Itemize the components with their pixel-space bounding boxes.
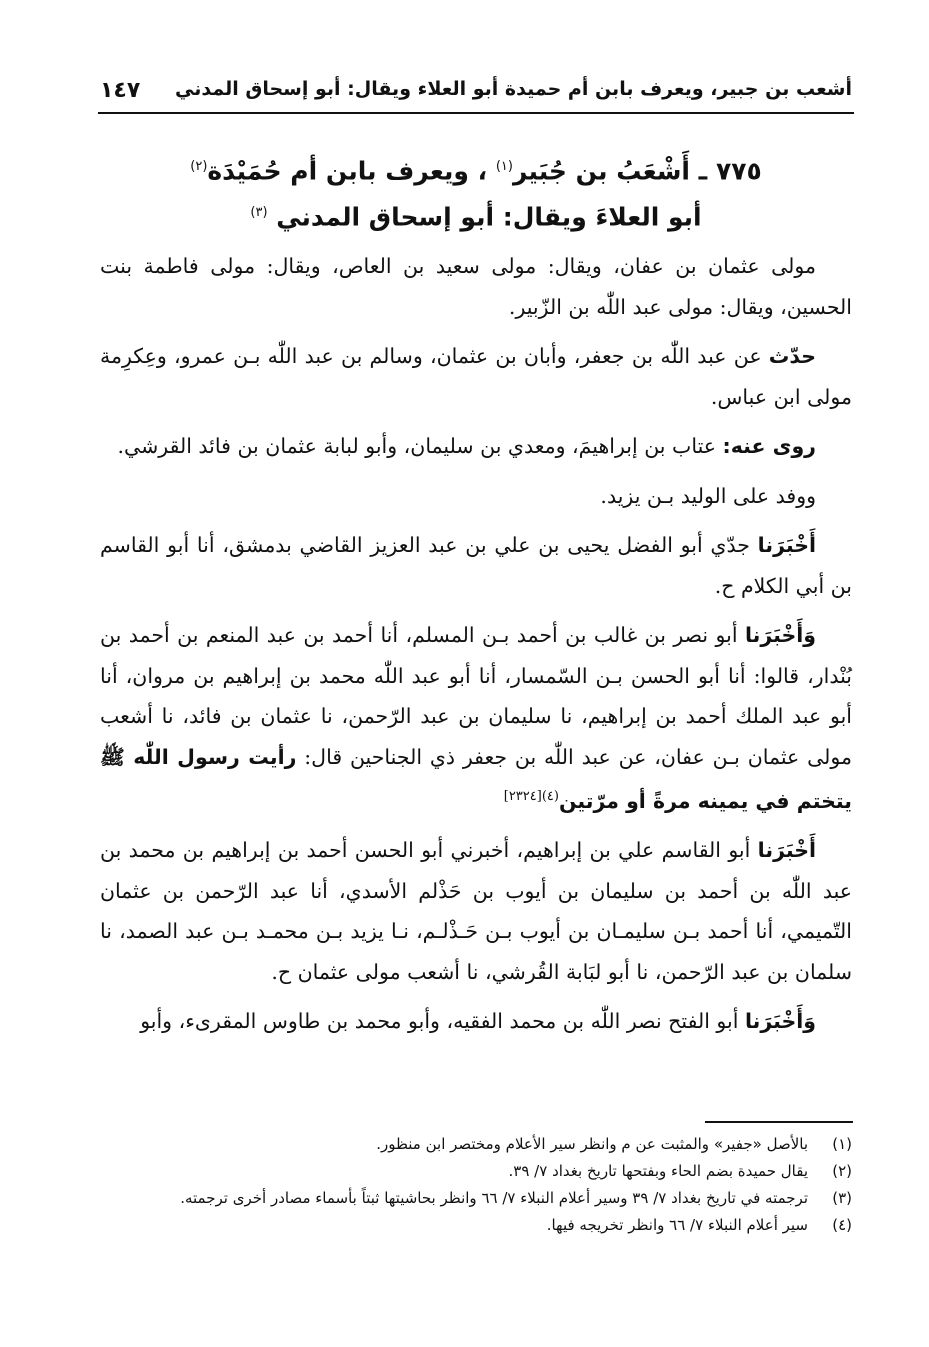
footnote-divider xyxy=(705,1121,853,1123)
paragraph-text: أبو القاسم علي بن إبراهيم، أخبرني أبو الحسن أحمد بن إبراهيم بن محمد بن عبد اللّٰه بن أحمد بن سليمان بن أيوب بن حَذْلم الأسدي، أنا عبد الرّحمن بن عثمان التّميمي، أنا أحمد بـن سليمـان بن أيوب بـن حَـذْلـم، نـا يزيد بـن محمـد بـن عبد الصمد، نا سلمان بن عبد الرّحمن، نا أبو لبَابة القُرشي، نا أشعب مولى عثمان ح. xyxy=(100,838,852,984)
entry-heading-line-2 xyxy=(100,192,852,238)
footnote-marker-3: (٣) xyxy=(250,205,268,221)
body-text xyxy=(100,246,852,1051)
paragraph-patronage xyxy=(100,246,852,327)
entry-heading xyxy=(100,146,852,239)
footnote-text: يقال حميدة بضم الحاء وبفتحها تاريخ بغداد ٧/ ٣٩. xyxy=(508,1162,808,1180)
hadith-text: رأيت رسول اللّٰه ﷺ يتختم في يمينه مرةً أو مرّتين xyxy=(100,744,852,813)
footnote xyxy=(100,1131,852,1158)
entry-name: ٧٧٥ ـ أَشْعَبُ بن جُبَير xyxy=(512,156,762,186)
hadith-reference: (٤)[٢٣٢٤] xyxy=(503,789,559,804)
paragraph-isnad-1 xyxy=(100,525,852,606)
paragraph-text: ووفد على الوليد بـن يزيد. xyxy=(600,483,816,508)
running-title: أشعب بن جبير، ويعرف بابن أم حميدة أبو العلاء ويقال: أبو إسحاق المدني xyxy=(175,78,852,100)
running-header xyxy=(100,78,852,108)
footnote-marker-1: (١) xyxy=(495,159,513,174)
keyword: روى عنه: xyxy=(722,434,816,458)
paragraph-narrated xyxy=(100,336,852,417)
footnote-number: (١) xyxy=(832,1135,852,1153)
footnote-number: (٢) xyxy=(832,1162,852,1180)
keyword: أَخْبَرَنا xyxy=(757,533,816,557)
entry-alias: ، ويعرف بابن أم حُمَيْدَة xyxy=(207,156,488,186)
footnote-number: (٤) xyxy=(832,1216,852,1234)
entry-kunya: أبو العلاءَ ويقال: أبو إسحاق المدني xyxy=(276,202,702,232)
header-divider xyxy=(98,112,854,114)
paragraph-text: أبو الفتح نصر اللّٰه بن محمد الفقيه، وأبو محمد بن طاوس المقرىء، وأبو xyxy=(140,1009,745,1034)
paragraph-visit xyxy=(100,476,852,517)
footnote-text: بالأصل «جفير» والمثبت عن م وانظر سير الأعلام ومختصر ابن منظور. xyxy=(376,1135,808,1153)
footnote xyxy=(100,1212,852,1239)
footnote xyxy=(100,1185,852,1212)
keyword: حدّث xyxy=(768,344,816,368)
keyword: وَأَخْبَرَنا xyxy=(744,1009,816,1034)
paragraph-isnad-3 xyxy=(100,830,852,992)
keyword: أَخْبَرَنا xyxy=(757,838,816,863)
paragraph-text: عتاب بن إبراهيمَ، ومعدي بن سليمان، وأبو لبابة عثمان بن فائد القرشي. xyxy=(117,434,723,458)
paragraph-isnad-2 xyxy=(100,615,852,821)
paragraph-text: عن عبد اللّٰه بن جعفر، وأبان بن عثمان، وسالم بن عبد اللّٰه بـن عمرو، وعِكرِمة مولى ابن عباس. xyxy=(100,344,852,409)
footnote-text: سير أعلام النبلاء ٧/ ٦٦ وانظر تخريجه فيها. xyxy=(546,1216,808,1234)
page-number: ١٤٧ xyxy=(100,78,141,103)
footnote-number: (٣) xyxy=(832,1189,852,1207)
footnotes xyxy=(100,1131,852,1239)
paragraph-narrators xyxy=(100,426,852,467)
footnote-text: ترجمته في تاريخ بغداد ٧/ ٣٩ وسير أعلام النبلاء ٧/ ٦٦ وانظر بحاشيتها ثبتاً بأسماء مصادر أخرى ترجمته. xyxy=(180,1189,808,1207)
footnote xyxy=(100,1158,852,1185)
keyword: وَأَخْبَرَنا xyxy=(744,623,816,647)
paragraph-text: مولى عثمان بن عفان، ويقال: مولى سعيد بن العاص، ويقال: مولى فاطمة بنت الحسين، ويقال: مولى عبد اللّٰه بن الزّبير. xyxy=(100,254,852,319)
paragraph-text: جدّي أبو الفضل يحيى بن علي بن عبد العزيز القاضي بدمشق، أنا أبو القاسم بن أبي الكلام ح. xyxy=(100,533,852,598)
entry-heading-line-1 xyxy=(100,146,852,192)
paragraph-isnad-4 xyxy=(100,1001,852,1042)
paragraph-text: أبو نصر بن غالب بن أحمد بـن المسلم، أنا أحمد بن عبد المنعم بن أحمد بن بُنْدار، قالوا: أنا أبو الحسن بـن السّمسار، أنا أبو عبد اللّٰه محمد بن إبراهيم بن مروان، أنا أبو عبد الملك أحمد بن إبراهيم، نا سليمان بن عبد الرّحمن، نا عثمان بن فائد، نا أشعب مولى عثمان بـن عفان، عن عبد اللّٰه بن جعفر ذي الجناحين قال: xyxy=(100,623,853,769)
footnote-marker-2: (٢) xyxy=(190,159,208,174)
